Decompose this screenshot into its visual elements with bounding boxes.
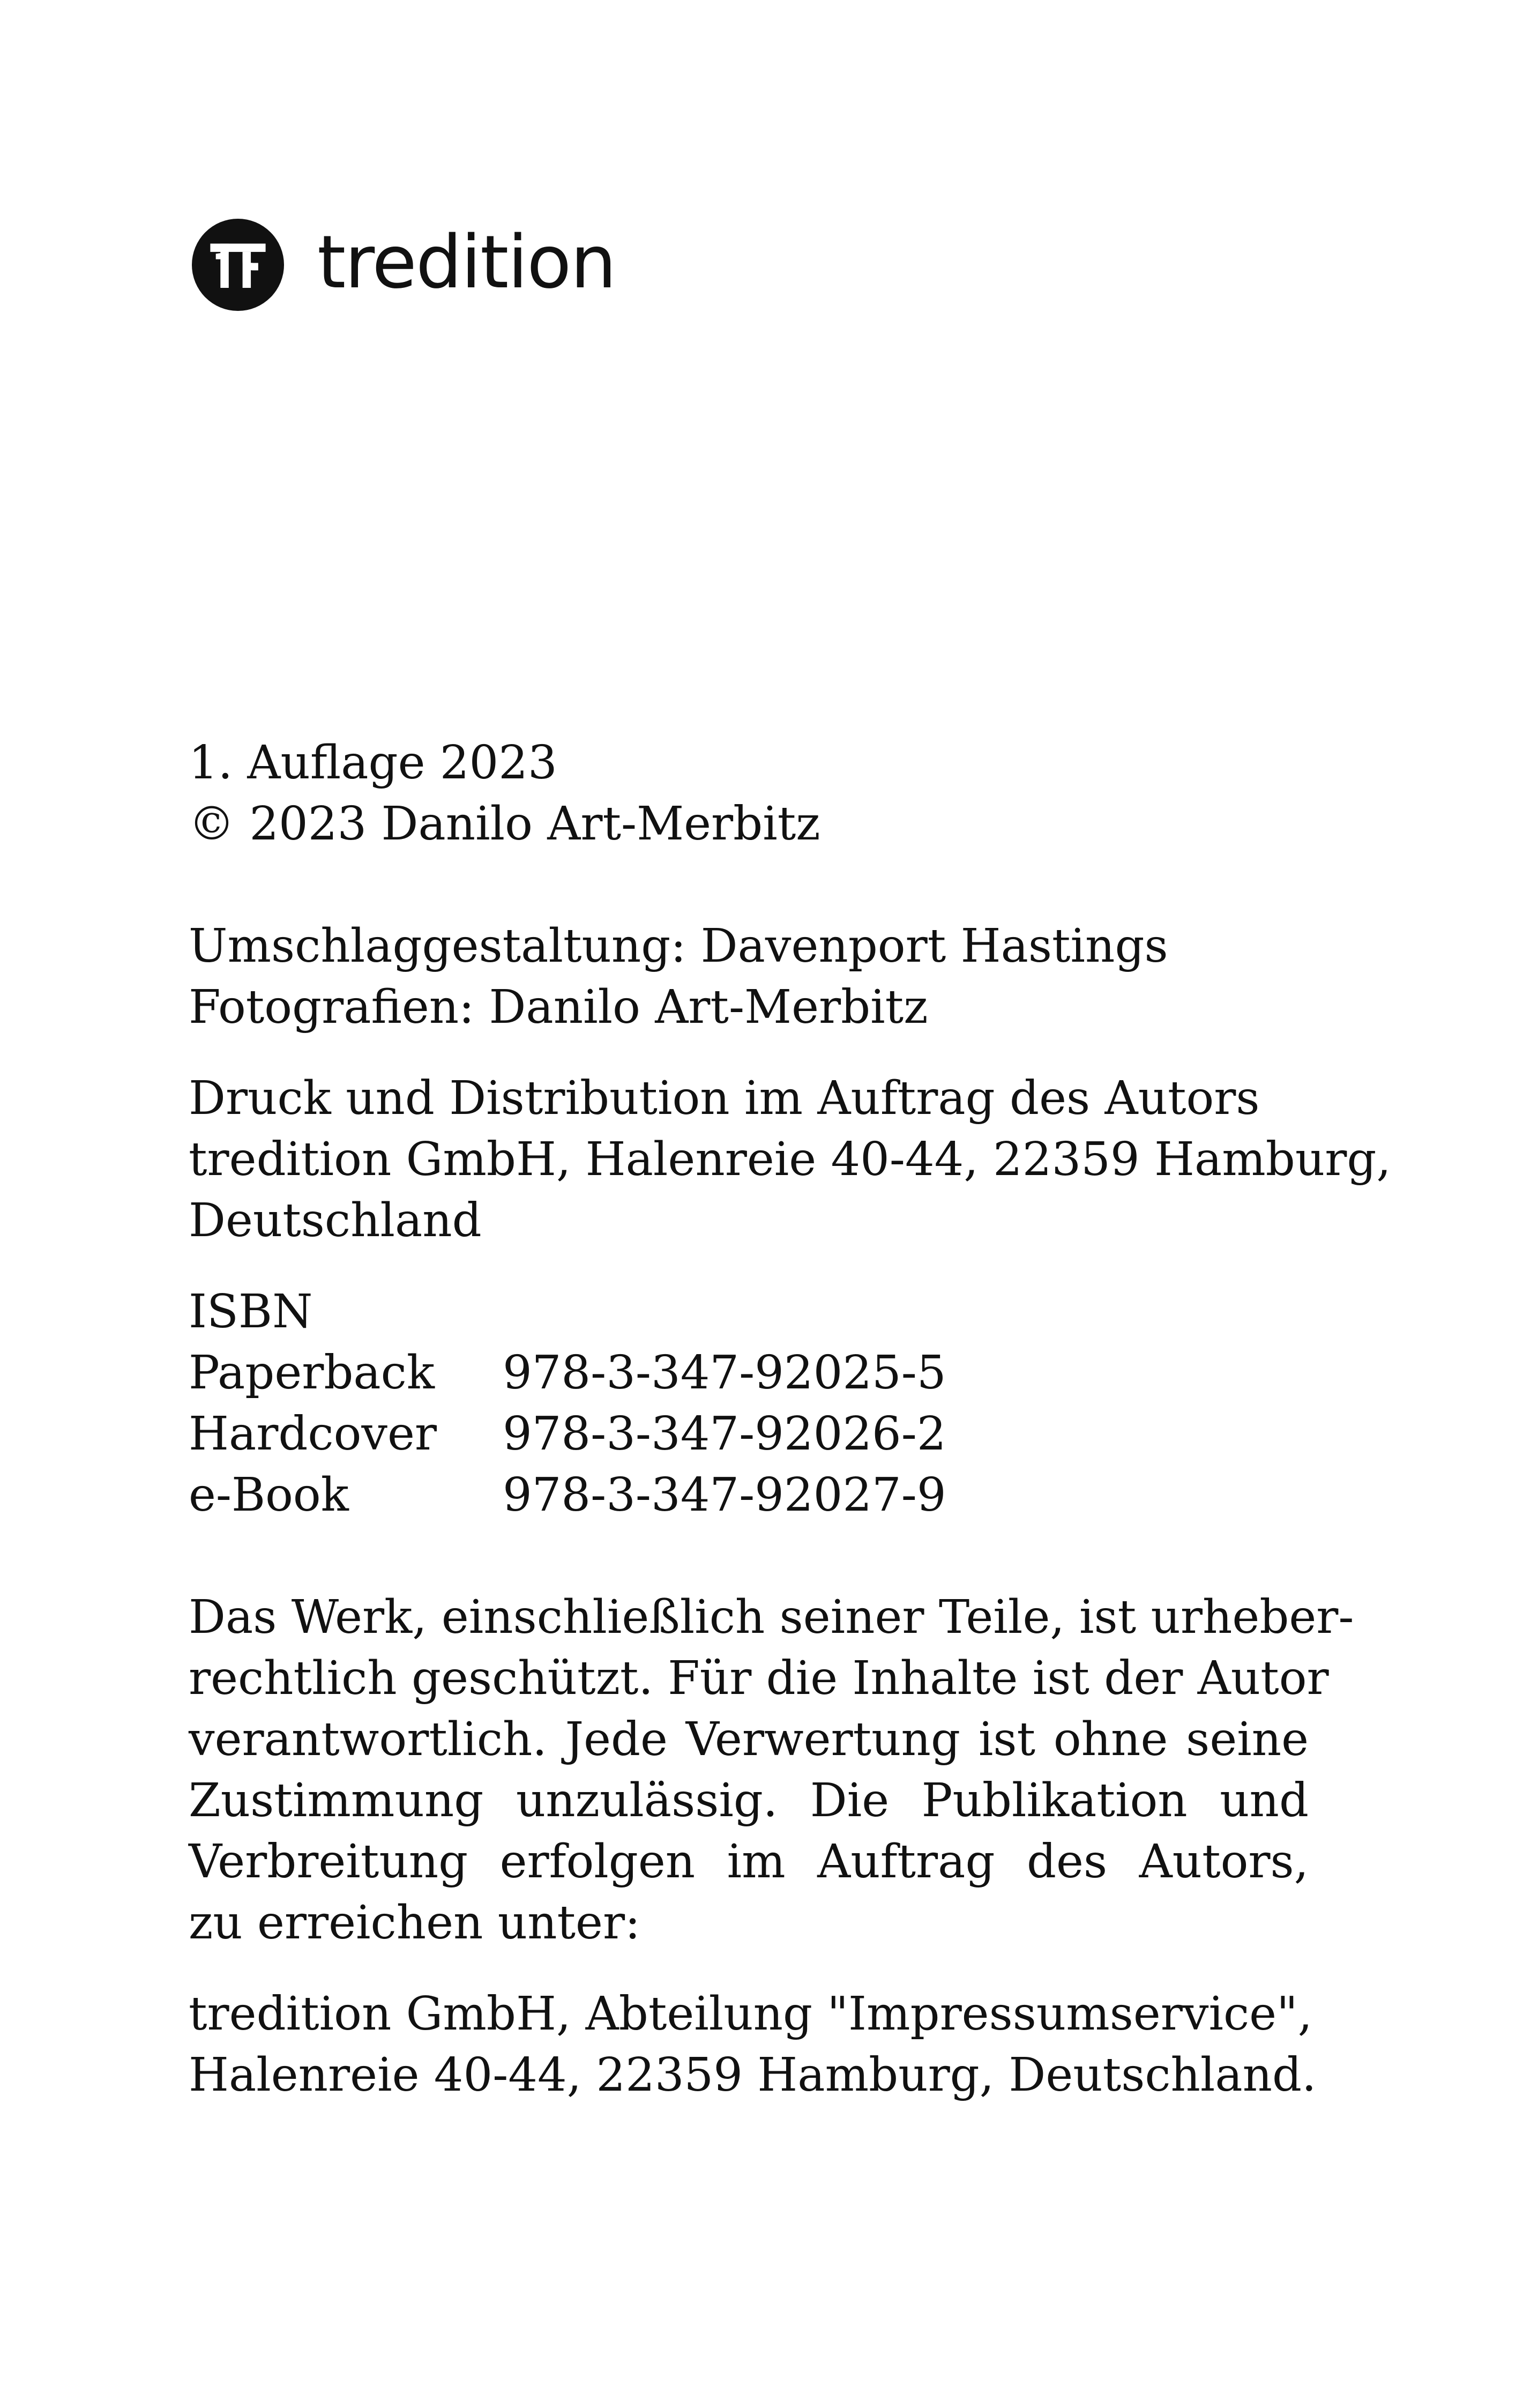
isbn-label: Hardcover (189, 1407, 437, 1461)
notice-line: Zustimmung unzulässig. Die Publikation und (189, 1774, 1309, 1827)
photo-credit: Fotografien: Danilo Art-Merbitz (189, 980, 928, 1034)
isbn-value: 978-3-347-92026-2 (503, 1407, 946, 1461)
isbn-value: 978-3-347-92025-5 (503, 1346, 946, 1400)
isbn-row (189, 1342, 1309, 1403)
contact-line: Halenreie 40-44, 22359 Hamburg, Deutschland. (189, 2048, 1317, 2102)
imprint-text (189, 732, 1391, 2106)
notice-line: Verbreitung erfolgen im Auftrag des Autors, (189, 1835, 1309, 1889)
contact-line: tredition GmbH, Abteilung "Impressumservice", (189, 1987, 1312, 2041)
isbn-row (189, 1465, 1309, 1526)
contact-address (189, 1983, 1317, 2106)
isbn-heading: ISBN (189, 1285, 313, 1339)
isbn-label: Paperback (189, 1346, 435, 1400)
cover-credit: Umschlaggestaltung: Davenport Hastings (189, 919, 1168, 973)
print-line-2: tredition GmbH, Halenreie 40-44, 22359 Hamburg, (189, 1133, 1391, 1186)
logo-wordmark: tredition (317, 220, 616, 305)
notice-line: verantwortlich. Jede Verwertung ist ohne seine (189, 1713, 1309, 1766)
tredition-logo-icon (192, 219, 284, 311)
edition-line: 1. Auflage 2023 (189, 736, 557, 790)
copyright-line: © 2023 Danilo Art-Merbitz (189, 797, 820, 851)
publisher-logo (192, 219, 616, 311)
notice-line: rechtlich geschützt. Für die Inhalte ist der Autor (189, 1652, 1329, 1705)
isbn-label: e-Book (189, 1468, 349, 1522)
notice-line: Das Werk, einschließlich seiner Teile, ist urheber- (189, 1591, 1354, 1644)
isbn-value: 978-3-347-92027-9 (503, 1468, 946, 1522)
isbn-row (189, 1403, 1309, 1465)
notice-line: zu erreichen unter: (189, 1896, 641, 1950)
print-line-3: Deutschland (189, 1194, 482, 1247)
print-line-1: Druck und Distribution im Auftrag des Autors (189, 1072, 1260, 1125)
copyright-notice (189, 1587, 1354, 1953)
